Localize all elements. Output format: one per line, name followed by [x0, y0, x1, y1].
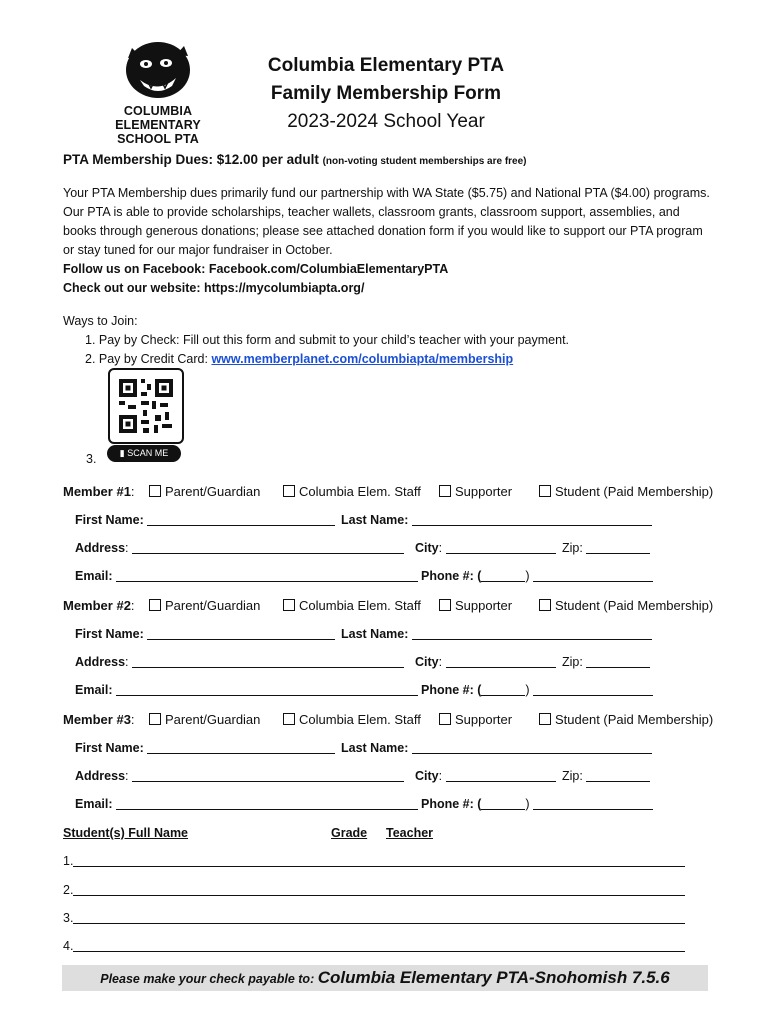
dues-note: (non-voting student memberships are free): [322, 156, 527, 167]
phone-number-input[interactable]: [533, 569, 653, 582]
first-name-field: [75, 741, 335, 755]
form-title: [236, 52, 536, 136]
ways-to-join: [63, 312, 569, 369]
last-name-label: Last Name:: [341, 513, 409, 527]
email-field: [75, 797, 418, 811]
zip-field: [562, 769, 650, 783]
last-name-input[interactable]: [412, 513, 652, 526]
student-grade-header: Grade: [331, 826, 368, 840]
option-student[interactable]: [539, 598, 713, 613]
scan-me-label: SCAN ME: [127, 448, 169, 458]
city-label: City: [415, 541, 439, 555]
option-student-label: Student (Paid Membership): [555, 712, 714, 727]
student-name-header: Student(s) Full Name: [63, 826, 189, 840]
zip-label: Zip:: [562, 769, 583, 783]
last-name-label: Last Name:: [341, 741, 409, 755]
option-student-label: Student (Paid Membership): [555, 484, 714, 499]
phone-number-input[interactable]: [533, 683, 653, 696]
checkbox[interactable]: [439, 485, 451, 497]
phone-area-code-input[interactable]: [481, 683, 525, 696]
option-supporter[interactable]: [439, 484, 512, 499]
zip-label: Zip:: [562, 541, 583, 555]
zip-label: Zip:: [562, 655, 583, 669]
student-row-3: [63, 911, 685, 925]
email-input[interactable]: [116, 797, 418, 810]
logo-text-line2: SCHOOL PTA: [117, 132, 199, 146]
email-field: [75, 683, 418, 697]
way-item-card-label: 2. Pay by Credit Card:: [85, 352, 212, 366]
option-student-label: Student (Paid Membership): [555, 598, 714, 613]
phone-label: Phone #: (: [421, 797, 482, 811]
checkbox[interactable]: [539, 485, 551, 497]
option-parent[interactable]: [149, 484, 260, 499]
last-name-label: Last Name:: [341, 627, 409, 641]
option-student[interactable]: [539, 484, 713, 499]
phone-close-paren: ): [525, 797, 530, 811]
email-label: Email:: [75, 797, 113, 811]
member-label-colon: :: [130, 484, 135, 499]
ways-heading: Ways to Join:: [63, 314, 138, 328]
first-name-label: First Name:: [75, 627, 144, 641]
student-row-number: 2.: [63, 883, 74, 897]
checkbox[interactable]: [283, 485, 295, 497]
option-staff-label: Columbia Elem. Staff: [299, 598, 421, 613]
member-label-colon: :: [130, 712, 135, 727]
checkbox[interactable]: [539, 599, 551, 611]
zip-field: [562, 541, 650, 555]
last-name-input[interactable]: [412, 627, 652, 640]
member-label: Member #1: [63, 484, 131, 499]
website-line: Check out our website: https://mycolumbiapta.org/: [63, 281, 365, 295]
way-item-check: 1. Pay by Check: Fill out this form and submit to your child’s teacher with your payment.: [85, 333, 570, 347]
address-input[interactable]: [132, 541, 404, 554]
last-name-field: [341, 741, 652, 755]
phone-field: [421, 683, 653, 697]
student-entry-line[interactable]: [73, 854, 685, 867]
address-input[interactable]: [132, 655, 404, 668]
school-logo: [84, 36, 232, 146]
student-entry-line[interactable]: [73, 911, 685, 924]
option-student[interactable]: [539, 712, 713, 727]
checkbox[interactable]: [149, 485, 161, 497]
option-parent-label: Parent/Guardian: [165, 598, 261, 613]
first-name-input[interactable]: [147, 627, 335, 640]
student-row-2: [63, 883, 685, 897]
qr-code[interactable]: [108, 368, 184, 444]
phone-close-paren: ): [525, 683, 530, 697]
phone-number-input[interactable]: [533, 797, 653, 810]
email-label: Email:: [75, 683, 113, 697]
phone-area-code-input[interactable]: [481, 797, 525, 810]
student-row-4: [63, 939, 685, 953]
address-field: Address:: [75, 769, 404, 783]
member-label-colon: :: [130, 598, 135, 613]
student-teacher-header: Teacher: [386, 826, 434, 840]
payable-to-name: Columbia Elementary PTA-Snohomish 7.5.6: [317, 968, 670, 987]
email-input[interactable]: [116, 683, 418, 696]
zip-input[interactable]: [586, 769, 650, 782]
email-label: Email:: [75, 569, 113, 583]
title-line1: Columbia Elementary PTA: [267, 55, 505, 76]
payable-to-banner: [62, 965, 708, 991]
dues-line: [63, 152, 527, 167]
logo-text-line1: COLUMBIA ELEMENTARY: [115, 104, 201, 132]
address-label: Address: [75, 769, 126, 783]
scan-me-badge: [107, 445, 181, 462]
phone-close-paren: ): [525, 569, 530, 583]
option-staff[interactable]: [283, 712, 421, 727]
city-label: City: [415, 655, 439, 669]
facebook-line: Follow us on Facebook: Facebook.com/ColumbiaElementaryPTA: [63, 262, 449, 276]
title-line3: 2023-2024 School Year: [287, 111, 485, 132]
qr-code-icon: [110, 370, 182, 442]
way-item-qr: 3.: [86, 452, 97, 466]
member-2-type-row: [63, 598, 733, 614]
option-supporter[interactable]: [439, 712, 512, 727]
phone-icon: ▮: [119, 448, 125, 458]
first-name-input[interactable]: [147, 513, 335, 526]
option-parent-label: Parent/Guardian: [165, 484, 261, 499]
member-1-type-row: [63, 484, 733, 500]
last-name-field: [341, 627, 652, 641]
option-staff[interactable]: [283, 484, 421, 499]
option-staff[interactable]: [283, 598, 421, 613]
payable-to-label: Please make your check payable to:: [100, 972, 318, 986]
city-input[interactable]: [446, 769, 556, 782]
member-label: Member #3: [63, 712, 131, 727]
address-label: Address: [75, 655, 126, 669]
city-input[interactable]: [446, 541, 556, 554]
address-label: Address: [75, 541, 126, 555]
email-input[interactable]: [116, 569, 418, 582]
checkbox[interactable]: [439, 599, 451, 611]
checkbox[interactable]: [283, 599, 295, 611]
option-parent-label: Parent/Guardian: [165, 712, 261, 727]
option-staff-label: Columbia Elem. Staff: [299, 712, 421, 727]
phone-field: [421, 569, 653, 583]
dues-label: PTA Membership Dues: $12.00 per adult: [63, 152, 319, 167]
option-supporter-label: Supporter: [455, 484, 513, 499]
option-staff-label: Columbia Elem. Staff: [299, 484, 421, 499]
student-row-number: 3.: [63, 911, 74, 925]
address-input[interactable]: [132, 769, 404, 782]
email-field: [75, 569, 418, 583]
first-name-label: First Name:: [75, 513, 144, 527]
dues-description: Your PTA Membership dues primarily fund our partnership with WA State ($5.75) and National PTA ($4.00) programs. Our PTA is able to provide scholarships, teacher wallets, classroom grants, classroom support, assemblies, and books through generous donations; please see attached donation form if you would like to support our PTA program or stay tuned for our major fundraiser in October.: [63, 186, 710, 257]
first-name-input[interactable]: [147, 741, 335, 754]
first-name-field: [75, 627, 335, 641]
zip-input[interactable]: [586, 541, 650, 554]
student-entry-line[interactable]: [73, 939, 685, 952]
panther-icon: [118, 36, 198, 104]
checkbox[interactable]: [149, 599, 161, 611]
member-label: Member #2: [63, 598, 131, 613]
option-supporter-label: Supporter: [455, 598, 513, 613]
city-label: City: [415, 769, 439, 783]
member-3-type-row: [63, 712, 733, 728]
checkbox[interactable]: [539, 713, 551, 725]
first-name-label: First Name:: [75, 741, 144, 755]
student-row-number: 4.: [63, 939, 74, 953]
first-name-field: [75, 513, 335, 527]
option-parent[interactable]: [149, 712, 260, 727]
checkbox[interactable]: [439, 713, 451, 725]
phone-label: Phone #: (: [421, 569, 482, 583]
last-name-input[interactable]: [412, 741, 652, 754]
address-field: Address:: [75, 541, 404, 555]
student-row-1: [63, 854, 685, 868]
phone-label: Phone #: (: [421, 683, 482, 697]
info-paragraph: [63, 184, 713, 298]
student-row-number: 1.: [63, 854, 74, 868]
memberplanet-link[interactable]: www.memberplanet.com/columbiapta/membership: [211, 352, 514, 366]
last-name-field: [341, 513, 652, 527]
city-field: City:: [415, 541, 556, 555]
address-field: Address:: [75, 655, 404, 669]
option-supporter-label: Supporter: [455, 712, 513, 727]
title-line2: Family Membership Form: [270, 83, 502, 104]
way-item-card: [63, 350, 569, 369]
zip-field: [562, 655, 650, 669]
city-field: City:: [415, 655, 556, 669]
checkbox[interactable]: [149, 713, 161, 725]
city-input[interactable]: [446, 655, 556, 668]
option-parent[interactable]: [149, 598, 260, 613]
student-entry-line[interactable]: [73, 883, 685, 896]
option-supporter[interactable]: [439, 598, 512, 613]
zip-input[interactable]: [586, 655, 650, 668]
checkbox[interactable]: [283, 713, 295, 725]
city-field: City:: [415, 769, 556, 783]
phone-area-code-input[interactable]: [481, 569, 525, 582]
phone-field: [421, 797, 653, 811]
